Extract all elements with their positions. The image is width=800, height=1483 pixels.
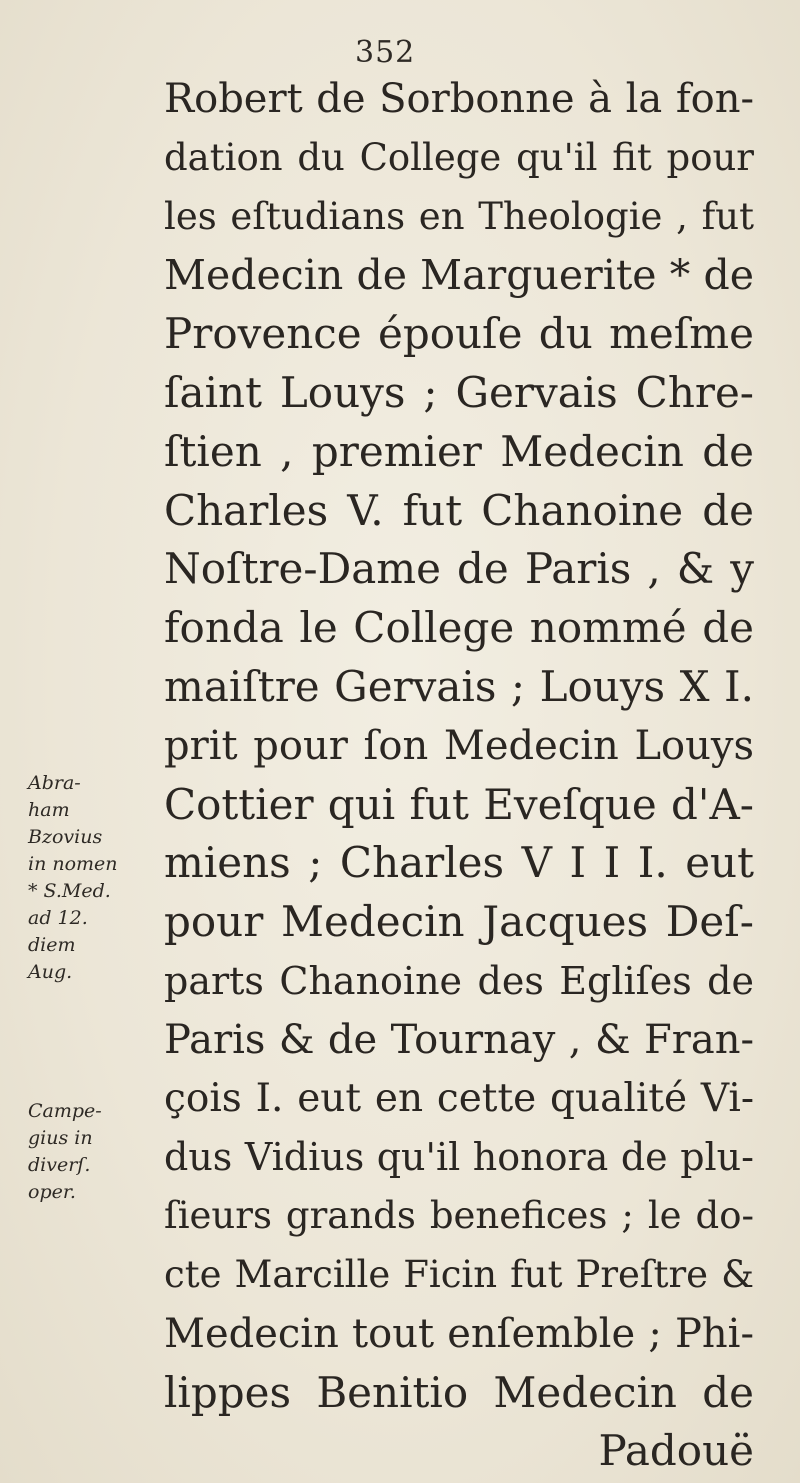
text-line: dus Vidius qu'il honora de plu- [164, 1135, 754, 1180]
text-line: dation du College qu'il fit pour [164, 135, 754, 179]
margin-note-line: ad 12. [28, 907, 88, 929]
text-line: Paris & de Tournay , & Fran- [164, 1016, 754, 1063]
text-line: Medecin de Marguerite * de [164, 251, 754, 300]
text-line: Noſtre-Dame de Paris , & y [164, 544, 754, 594]
catchword: Padouë [598, 1426, 754, 1476]
margin-note-line: ham [28, 799, 70, 821]
margin-note-line: Aug. [28, 961, 73, 983]
text-line: Cottier qui fut Eveſque d'A- [164, 779, 754, 829]
text-line: fonda le College nommé de [164, 603, 754, 653]
text-line: ſaint Louys ; Gervais Chre- [164, 367, 754, 417]
text-line: Robert de Sorbonne à la fon- [164, 76, 754, 122]
margin-note-line: gius in [28, 1127, 93, 1149]
margin-note-line: diem [28, 934, 76, 956]
body-text [164, 70, 754, 1481]
margin-note-line: * S.Med. [28, 880, 111, 902]
margin-note-abraham-bzovius [28, 770, 124, 986]
text-line: Charles V. fut Chanoine de [164, 485, 754, 535]
text-line: pour Medecin Jacques Deſ- [164, 897, 754, 947]
text-line: parts Chanoine des Egliſes de [164, 958, 754, 1003]
text-line: ſieurs grands benefices ; le do- [164, 1194, 754, 1238]
text-line: Provence épouſe du meſme [164, 309, 754, 359]
margin-note-line: Campe- [28, 1100, 102, 1122]
text-line: cte Marcille Ficin fut Preſtre & [164, 1252, 754, 1296]
margin-note-line: Bzovius [28, 826, 103, 848]
margin-note-line: diverſ. [28, 1154, 91, 1176]
text-line: ſtien , premier Medecin de [164, 426, 754, 476]
margin-note-line: Abra- [28, 772, 81, 794]
text-line: maiſtre Gervais ; Louys X I. [164, 661, 754, 711]
text-line: miens ; Charles V I I I. eut [164, 838, 754, 888]
page-number: 352 [355, 35, 416, 70]
text-line: Medecin tout enſemble ; Phi- [164, 1310, 754, 1357]
margin-note-line: oper. [28, 1181, 76, 1203]
text-line: prit pour ſon Medecin Louys [164, 722, 754, 769]
margin-note-campegius [28, 1098, 124, 1206]
text-line: lippes Benitio Medecin de [164, 1367, 754, 1417]
text-line: çois I. eut en cette qualité Vi- [164, 1075, 754, 1121]
text-line: les eſtudians en Theologie , fut [164, 194, 754, 238]
margin-note-line: in nomen [28, 853, 118, 875]
